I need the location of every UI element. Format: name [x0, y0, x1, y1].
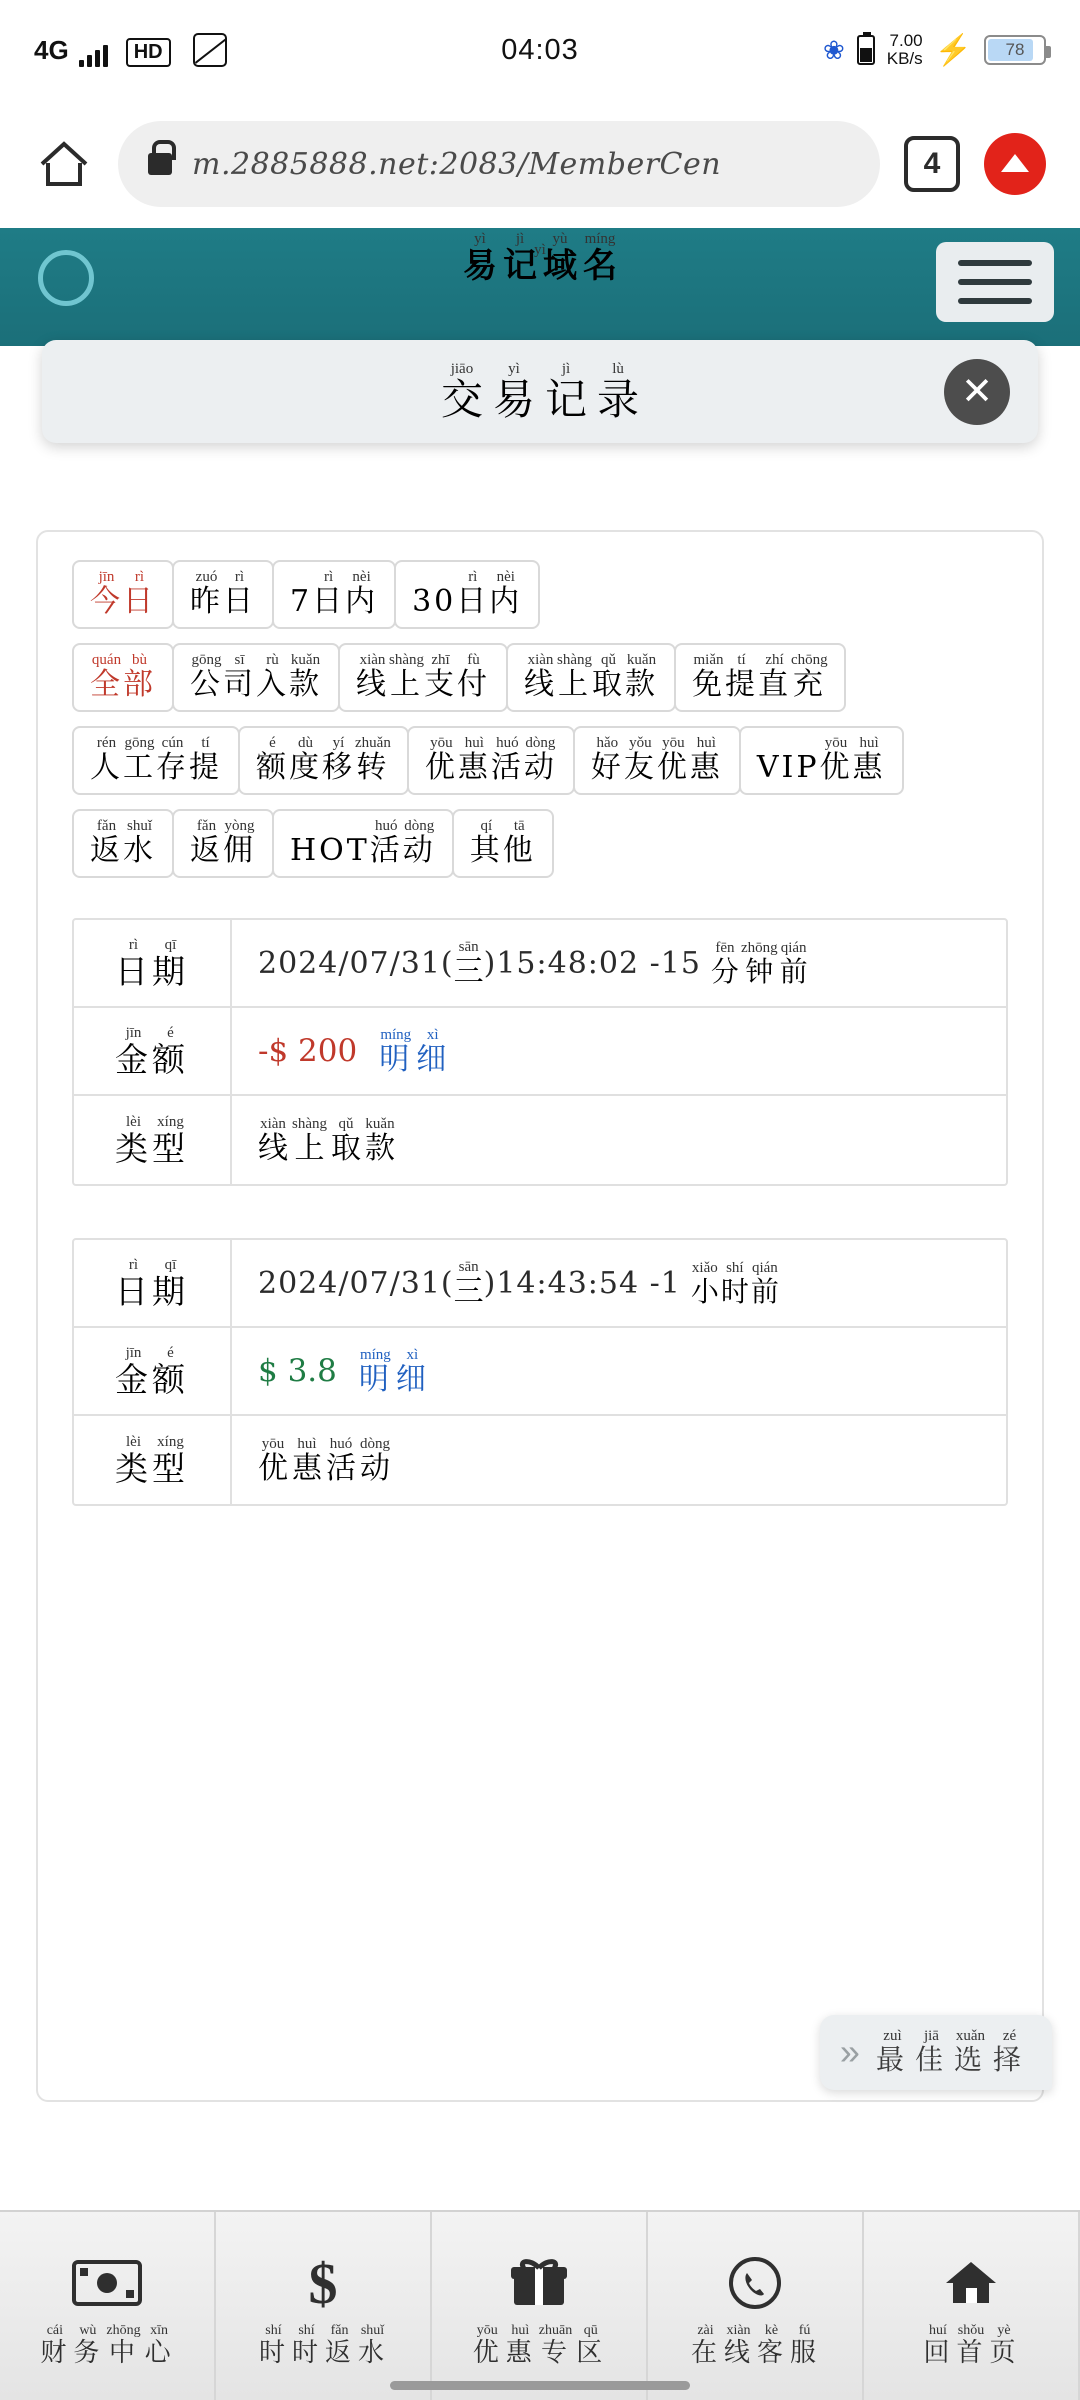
record-date-value — [232, 1240, 1006, 1326]
transaction-panel — [36, 530, 1044, 2102]
record-type-row — [74, 1096, 1006, 1184]
modal-title-char-4: lù 录 — [597, 361, 640, 424]
lock-icon — [148, 153, 172, 175]
type-filter-direct-topup[interactable]: miǎn 免 tí 提 zhí 直 chōng 充 — [674, 643, 846, 712]
whatsapp-icon — [727, 2252, 783, 2314]
nav-label-home: huí 回 shǒu 首 yè 页 — [923, 2323, 1019, 2368]
dollar-icon: $ — [308, 2250, 338, 2316]
record-date-weekday: sān 三 — [453, 938, 484, 989]
records-list — [38, 892, 1042, 1506]
modal-title-char-3: jì 记 — [545, 361, 588, 424]
home-icon — [942, 2252, 1000, 2314]
record-date-label: rì 日 qī 期 — [74, 1240, 232, 1326]
type-filter-online-withdraw[interactable]: xiàn 线 shàng 上 qǔ 取 kuǎn 款 — [506, 643, 676, 712]
type-filter-row-1 — [72, 643, 1008, 712]
record-type-value: yōu 优 huì 惠 huó 活 dòng 动 — [258, 1435, 390, 1486]
record-amount-text: $ 3.8 — [258, 1353, 337, 1389]
type-filter-rebate[interactable]: fǎn 返 shuǐ 水 — [72, 809, 174, 878]
record-date-value — [232, 920, 1006, 1006]
record-amount-value — [232, 1008, 1006, 1094]
record-detail-link[interactable]: míng 明 xì 细 — [358, 1346, 429, 1397]
network-type-label: 4G — [34, 35, 69, 65]
date-filter-today[interactable]: jīn 今 rì 日 — [72, 560, 174, 629]
record-date-weekday: sān 三 — [453, 1258, 484, 1309]
status-bar — [0, 0, 1080, 100]
best-choice-pill[interactable] — [820, 2015, 1052, 2090]
tab-count-button[interactable]: 4 — [904, 136, 960, 192]
record-date-ago: fēn 分 zhōng 钟 qián 前 — [710, 939, 808, 988]
record-date-time: )14:43:54 -1 — [483, 1265, 681, 1301]
record-date-row — [74, 920, 1006, 1008]
nav-label-promotions: yōu 优 huì 惠 zhuān 专 qū 区 — [472, 2323, 606, 2368]
site-logo — [38, 250, 102, 306]
date-filter-7days[interactable]: 7 rì 日 nèi 内 — [272, 560, 396, 629]
record-type-row — [74, 1416, 1006, 1504]
modal-title-char-2: yì 易 — [492, 361, 535, 424]
status-bar-clock: 04:03 — [501, 33, 579, 66]
hd-badge: HD — [126, 38, 171, 67]
record-amount-label: jīn 金 é 额 — [74, 1008, 232, 1094]
nav-item-promotions[interactable] — [432, 2212, 648, 2400]
record-amount-text: -$ 200 — [258, 1033, 358, 1069]
chevron-up-icon: » — [839, 2030, 860, 2072]
data-rate-unit: KB/s — [886, 49, 923, 68]
date-filter-row — [72, 560, 1008, 629]
brand-char-3: yù 域 — [543, 231, 577, 286]
url-bar[interactable] — [118, 121, 880, 207]
modal-title-bar — [42, 340, 1038, 443]
transaction-record — [72, 918, 1008, 1186]
record-date-row — [74, 1240, 1006, 1328]
menu-button[interactable] — [936, 242, 1054, 322]
battery-icon — [984, 35, 1046, 65]
date-filter-yesterday[interactable]: zuó 昨 rì 日 — [172, 560, 274, 629]
brand-char-4: míng 名 — [583, 231, 617, 286]
type-filter-row-3 — [72, 809, 1008, 878]
nav-label-finance-center: cái 财 wù 务 zhōng 中 xīn 心 — [40, 2323, 174, 2368]
gesture-home-bar[interactable] — [390, 2381, 690, 2390]
home-icon[interactable] — [34, 134, 94, 194]
record-type-value: xiàn 线 shàng 上 qǔ 取 kuǎn 款 — [258, 1115, 395, 1166]
secondary-battery-icon — [857, 35, 875, 65]
best-choice-label: zuì 最 jiā 佳 xuǎn 选 zé 择 — [875, 2028, 1026, 2076]
type-filter-row-2 — [72, 726, 1008, 795]
record-date-main: 2024/07/31( — [258, 1265, 454, 1301]
site-brand-title — [463, 231, 617, 286]
nav-item-customer-service[interactable] — [648, 2212, 864, 2400]
record-type-label: lèi 类 xíng 型 — [74, 1416, 232, 1504]
record-date-ago: xiǎo 小 shí 时 qián 前 — [690, 1259, 779, 1308]
scroll-to-top-icon[interactable] — [984, 133, 1046, 195]
type-filter-manual[interactable]: rén 人 gōng 工 cún 存 tí 提 — [72, 726, 240, 795]
nav-item-home[interactable] — [864, 2212, 1080, 2400]
type-filter-transfer[interactable]: é 额 dù 度 yí 移 zhuǎn 转 — [238, 726, 409, 795]
type-filter-vip-bonus[interactable]: VIP yōu 优 huì 惠 — [739, 726, 904, 795]
money-icon — [72, 2252, 142, 2314]
modal-title-char-1: jiāo 交 — [440, 361, 483, 424]
gift-icon — [510, 2252, 568, 2314]
charging-bolt-icon: ⚡ — [934, 33, 972, 67]
bottom-navigation — [0, 2210, 1080, 2400]
battery-percent-label: 78 — [1005, 40, 1025, 59]
nav-item-rebate[interactable] — [216, 2212, 432, 2400]
browser-toolbar — [0, 100, 1080, 228]
data-rate-value: 7.00 — [889, 31, 923, 51]
record-date-label: rì 日 qī 期 — [74, 920, 232, 1006]
brand-py-1: yì — [534, 242, 546, 258]
transaction-record — [72, 1238, 1008, 1506]
url-text: m.2885888.net:2083/MemberCen — [192, 146, 722, 182]
brand-char-2: jì 记 — [503, 231, 537, 286]
type-filter-friend-bonus[interactable]: hǎo 好 yǒu 友 yōu 优 huì 惠 — [573, 726, 741, 795]
type-filter-hot-activity[interactable]: HOT huó 活 dòng 动 — [272, 809, 454, 878]
record-amount-label: jīn 金 é 额 — [74, 1328, 232, 1414]
type-filter-company-deposit[interactable]: gōng 公 sī 司 rù 入 kuǎn 款 — [172, 643, 340, 712]
modal-title-text — [440, 361, 640, 424]
type-filter-promotion[interactable]: yōu 优 huì 惠 huó 活 dòng 动 — [407, 726, 575, 795]
date-filter-30days[interactable]: 30 rì 日 nèi 内 — [394, 560, 540, 629]
nav-label-rebate: shí 时 shí 时 fǎn 返 shuǐ 水 — [258, 2323, 388, 2368]
bluetooth-icon: ❀ — [822, 34, 845, 65]
nav-item-finance-center[interactable] — [0, 2212, 216, 2400]
record-amount-value — [232, 1328, 1006, 1414]
record-date-main: 2024/07/31( — [258, 945, 454, 981]
close-icon[interactable]: ✕ — [944, 359, 1010, 425]
record-amount-row — [74, 1328, 1006, 1416]
type-filter-other[interactable]: qí 其 tā 他 — [452, 809, 554, 878]
nav-label-customer-service: zài 在 xiàn 线 kè 客 fú 服 — [690, 2323, 820, 2368]
type-filter-online-payment[interactable]: xiàn 线 shàng 上 zhī 支 fù 付 — [338, 643, 508, 712]
type-filter-commission[interactable]: fǎn 返 yòng 佣 — [172, 809, 274, 878]
record-type-label: lèi 类 xíng 型 — [74, 1096, 232, 1184]
record-detail-link[interactable]: míng 明 xì 细 — [379, 1026, 450, 1077]
record-amount-row — [74, 1008, 1006, 1096]
type-filter-all[interactable]: quán 全 bù 部 — [72, 643, 174, 712]
record-date-time: )15:48:02 -15 — [483, 945, 701, 981]
brand-char-1: yì 易 — [463, 231, 497, 286]
filter-area — [38, 532, 1042, 878]
